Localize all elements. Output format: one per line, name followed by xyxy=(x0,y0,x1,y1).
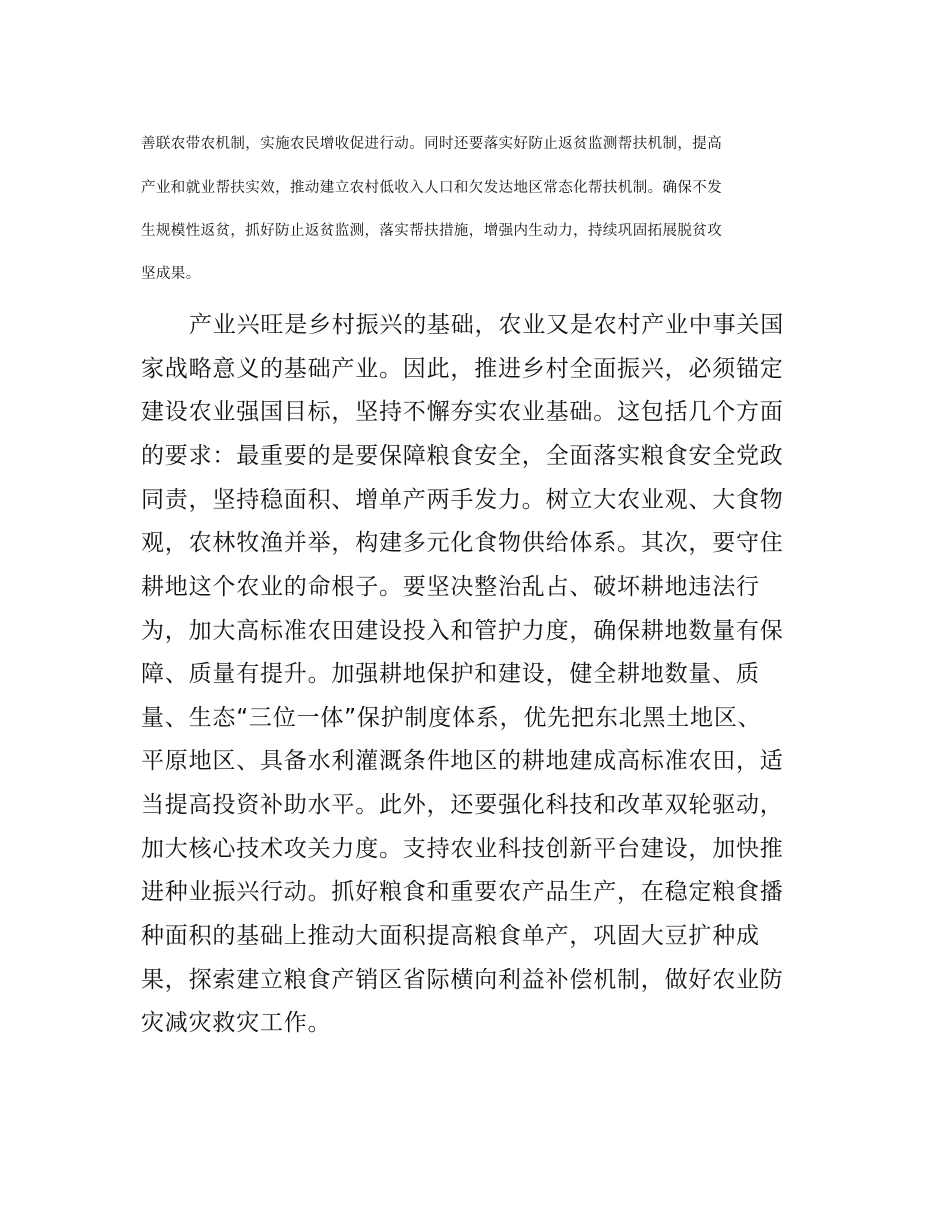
text-line: 障、质量有提升。加强耕地保护和建设，健全耕地数量、质 xyxy=(141,661,760,687)
text-line: 为，加大高标准农田建设投入和管护力度，确保耕地数量有保 xyxy=(141,618,784,644)
text-line: 产业和就业帮扶实效，推动建立农村低收入人口和欠发达地区常态化帮扶机制。确保不发 xyxy=(141,180,723,196)
text-line: 同责，坚持稳面积、增单产两手发力。树立大农业观、大食物 xyxy=(141,487,784,513)
text-line: 观，农林牧渔并举，构建多元化食物供给体系。其次，要守住 xyxy=(141,530,784,556)
text-line: 家战略意义的基础产业。因此，推进乡村全面振兴，必须锚定 xyxy=(141,356,784,382)
text-line: 建设农业强国目标，坚持不懈夯实农业基础。这包括几个方面 xyxy=(141,399,784,425)
text-line: 坚成果。 xyxy=(141,266,201,282)
text-line: 耕地这个农业的命根子。要坚决整治乱占、破坏耕地违法行 xyxy=(141,574,760,600)
text-line: 灾减灾救灾工作。 xyxy=(141,1010,332,1036)
text-line: 进种业振兴行动。抓好粮食和重要农产品生产，在稳定粮食播 xyxy=(141,879,784,905)
text-line: 生规模性返贫，抓好防止返贫监测，落实帮扶措施，增强内生动力，持续巩固拓展脱贫攻 xyxy=(141,223,723,239)
text-line: 善联农带农机制，实施农民增收促进行动。同时还要落实好防止返贫监测帮扶机制，提高 xyxy=(141,136,723,152)
text-line: 果，探索建立粮食产销区省际横向利益补偿机制，做好农业防 xyxy=(141,967,784,993)
text-line: 的要求：最重要的是要保障粮食安全，全面落实粮食安全党政 xyxy=(141,443,784,469)
text-line: 量、生态“三位一体”保护制度体系，优先把东北黑土地区、 xyxy=(141,705,762,731)
text-line: 加大核心技术攻关力度。支持农业科技创新平台建设，加快推 xyxy=(141,836,784,862)
text-line: 平原地区、具备水利灌溉条件地区的耕地建成高标准农田，适 xyxy=(141,748,784,774)
text-line: 产业兴旺是乡村振兴的基础，农业又是农村产业中事关国 xyxy=(189,312,784,338)
text-line: 当提高投资补助水平。此外，还要强化科技和改革双轮驱动， xyxy=(141,792,784,818)
text-line: 种面积的基础上推动大面积提高粮食单产，巩固大豆扩种成 xyxy=(141,923,760,949)
